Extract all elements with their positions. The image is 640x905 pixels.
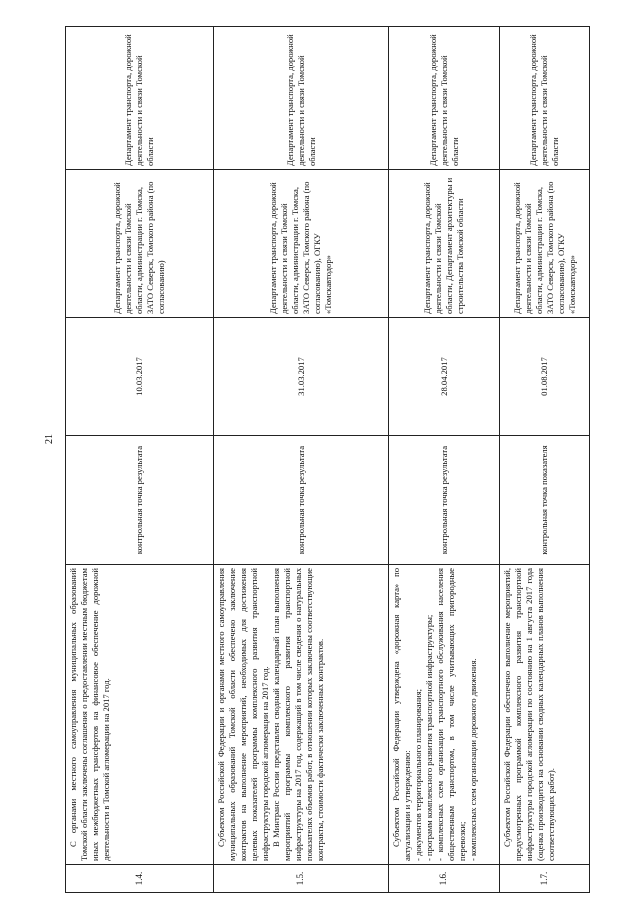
- table-row: [214, 27, 389, 893]
- checkpoint-date: 10.03.2017: [66, 318, 214, 436]
- checkpoint-type: контрольная точка результата: [66, 436, 214, 565]
- table-row: [389, 27, 500, 893]
- table-row: [500, 27, 590, 893]
- row-number: 1.5.: [214, 865, 389, 893]
- event-description: С органами местного самоуправления муниципальных образований Томской области заключены соглашения о предоставлении местным бюджетам иных межбюджетных трансфертов на финансовое обеспечение дорожной деятельности в Томской агломерации на 2017 год.: [66, 565, 214, 865]
- page-number: 21: [44, 434, 55, 444]
- checkpoint-type: контрольная точка результата: [214, 436, 389, 565]
- event-description: Субъектом Российской Федерации и органами местного самоуправления муниципальных образований Томской области обеспечено заключение контрактов на выполнение мероприятий, необходимых для достижения целевых показателей программы комплексного развития транспортной инфраструктуры городской агломерации на 2017 год. В Минтранс России представлен сводный календарный план выполнения мероприятий программы комплексного развития транспортной инфраструктуры на 2017 год, содержащий в том числе сведения о натуральных показателях объемов работ, в отношении которых заключены соответствующие контракты, стоимости фактически заключенных контрактов.: [214, 565, 389, 865]
- checkpoint-date: 28.04.2017: [389, 318, 500, 436]
- checkpoint-type: контрольная точка показателя: [500, 436, 590, 565]
- executors: Департамент транспорта, дорожной деятельности и связи Томской области, Департамент архитектуры и строительства Томской области: [389, 170, 500, 318]
- event-description: Субъектом Российской Федерации утверждена «дорожная карта» по актуализации и утверждению: - документов территориального планирования; - программ комплексного развития транспортной инфраструктуры; - комплексных схем организации транспортного обслуживания населения общественным транспортом, в том числе учитывающих пригородные перевозки; - комплексных схем организации дорожного движения.: [389, 565, 500, 865]
- checkpoint-type: контрольная точка результата: [389, 436, 500, 565]
- responsible: Департамент транспорта, дорожной деятельности и связи Томской области: [389, 27, 500, 170]
- executors: Департамент транспорта, дорожной деятельности и связи Томской области, администрации г. Томска, ЗАТО Северск, Томского района (по согласованию), ОГКУ «Томскавтодор»: [500, 170, 590, 318]
- row-number: 1.7.: [500, 865, 590, 893]
- checkpoint-date: 31.03.2017: [214, 318, 389, 436]
- responsible: Департамент транспорта, дорожной деятельности и связи Томской области: [214, 27, 389, 170]
- executors: Департамент транспорта, дорожной деятельности и связи Томской области, администрации г. Томска, ЗАТО Северск, Томского района (по согласованию): [66, 170, 214, 318]
- row-number: 1.6.: [389, 865, 500, 893]
- responsible: Департамент транспорта, дорожной деятельности и связи Томской области: [500, 27, 590, 170]
- responsible: Департамент транспорта, дорожной деятельности и связи Томской области: [66, 27, 214, 170]
- event-description: Субъектом Российской Федерации обеспечено выполнение мероприятий, предусмотренных программой комплексного развития транспортной инфраструктуры городской агломерации по состоянию на 1 августа 2017 года (оценка производится на основании сводных календарных планов выполнения соответствующих работ).: [500, 565, 590, 865]
- executors: Департамент транспорта, дорожной деятельности и связи Томской области, администрации г. Томска, ЗАТО Северск, Томского района (по согласованию), ОГКУ «Томскавтодор»: [214, 170, 389, 318]
- row-number: 1.4.: [66, 865, 214, 893]
- table-row: [66, 27, 214, 893]
- plan-table: [65, 26, 590, 893]
- checkpoint-date: 01.08.2017: [500, 318, 590, 436]
